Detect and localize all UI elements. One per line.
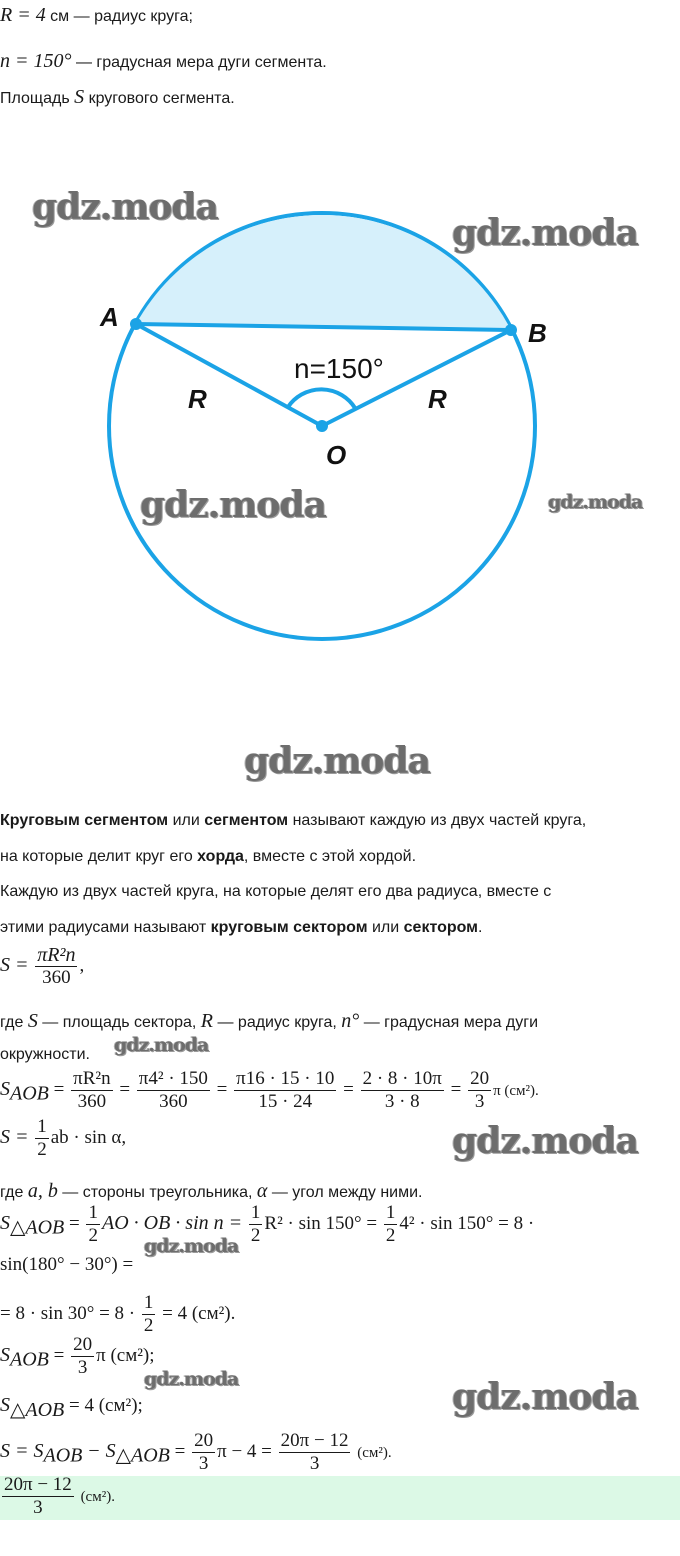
subscript: AOB xyxy=(10,1348,49,1371)
point-o xyxy=(316,420,328,432)
subscript: AOB xyxy=(10,1082,49,1105)
formula-part: 4² · sin 150° = 8 · xyxy=(399,1212,535,1234)
denominator: 3 xyxy=(198,1453,209,1474)
subscript: AOB xyxy=(43,1444,83,1467)
definition-line-4 xyxy=(0,919,482,937)
where-text: — стороны треугольника, xyxy=(62,1184,253,1201)
fraction xyxy=(71,1068,112,1113)
fraction xyxy=(249,1202,263,1247)
given-line-2 xyxy=(0,50,327,73)
where-var: R xyxy=(200,1010,214,1032)
given-radius-text: см — радиус круга; xyxy=(50,8,193,25)
given-degree-text: — градусная мера дуги сегмента. xyxy=(75,54,327,71)
label-r-left: R xyxy=(188,384,207,414)
numerator: 20 xyxy=(470,1068,490,1089)
watermark: gdz.moda xyxy=(548,491,643,513)
watermark: gdz.moda xyxy=(244,740,430,782)
fraction xyxy=(279,1430,351,1475)
watermark: gdz.moda xyxy=(144,1235,239,1257)
formula-lhs: S = xyxy=(0,1125,29,1148)
fraction xyxy=(192,1430,215,1475)
formula-part: = 8 · sin 30° = 8 · xyxy=(0,1302,136,1324)
fraction xyxy=(86,1202,100,1247)
triangle-aob-computation xyxy=(0,1202,534,1247)
subscript: △AOB xyxy=(10,1216,65,1239)
term-segment: сегментом xyxy=(204,812,289,829)
formula-part: − S xyxy=(87,1439,116,1462)
triangle-area-formula xyxy=(0,1116,126,1161)
formula-part: = 4 (см²). xyxy=(162,1302,236,1324)
fraction xyxy=(35,944,77,989)
definition-line-1 xyxy=(0,812,586,830)
numerator: 1 xyxy=(37,1116,47,1137)
where-text: — радиус круга, xyxy=(217,1014,337,1031)
denominator: 3 · 8 xyxy=(384,1091,420,1112)
formula-lhs: S = S xyxy=(0,1439,44,1462)
given-line-1 xyxy=(0,4,193,27)
point-b xyxy=(505,324,517,336)
formula-part: π − 4 = xyxy=(217,1440,272,1462)
formula-tail: , xyxy=(79,954,85,976)
denominator: 360 xyxy=(77,1091,107,1112)
formula-part: AO · OB · sin n = xyxy=(101,1211,243,1234)
equals: = xyxy=(119,1078,131,1100)
fraction xyxy=(142,1292,156,1337)
where-text: где xyxy=(0,1014,24,1031)
answer-unit: (см²). xyxy=(80,1488,115,1505)
formula-lhs: S xyxy=(0,1211,10,1234)
denominator: 360 xyxy=(159,1091,188,1112)
answer-box xyxy=(0,1476,680,1520)
where-text: — площадь сектора, xyxy=(42,1014,197,1031)
numerator: π16 · 15 · 10 xyxy=(236,1068,335,1089)
watermark: gdz.moda xyxy=(144,1368,239,1390)
formula-tail: π (см²); xyxy=(96,1344,155,1366)
where-var: S xyxy=(27,1010,38,1032)
given-radius-math: R = 4 xyxy=(0,4,46,26)
term-chord: хорда xyxy=(197,848,244,865)
denominator: 15 · 24 xyxy=(258,1091,313,1112)
equals: = xyxy=(69,1212,80,1234)
where-text: — угол между ними. xyxy=(271,1184,423,1201)
denominator: 2 xyxy=(250,1225,261,1246)
fraction xyxy=(35,1116,49,1161)
denominator: 2 xyxy=(37,1139,47,1160)
term-sector: сектором xyxy=(403,919,479,936)
definition-line-2 xyxy=(0,848,416,866)
subscript: △AOB xyxy=(10,1398,65,1421)
subscript: △AOB xyxy=(115,1444,170,1467)
fraction xyxy=(234,1068,336,1113)
watermark: gdz.moda xyxy=(452,1376,638,1418)
def-text: называют каждую из двух частей круга, xyxy=(288,812,587,829)
formula-tail: = 4 (см²); xyxy=(69,1395,143,1416)
denominator: 3 xyxy=(309,1453,320,1474)
fraction xyxy=(71,1334,94,1379)
equals: = xyxy=(53,1078,65,1100)
numerator: 2 · 8 · 10π xyxy=(362,1068,442,1089)
sector-aob-computation xyxy=(0,1068,539,1113)
equals: = xyxy=(216,1078,228,1100)
formula-tail: ab · sin α, xyxy=(50,1126,127,1148)
given-degree-math: n = 150° xyxy=(0,50,72,72)
def-text: или xyxy=(367,919,404,936)
def-text: или xyxy=(168,812,205,829)
numerator: 20π − 12 xyxy=(280,1430,349,1451)
fraction xyxy=(361,1068,444,1113)
watermark: gdz.moda xyxy=(32,186,218,228)
denominator: 3 xyxy=(33,1497,43,1518)
label-r-right: R xyxy=(428,384,447,414)
numerator: 1 xyxy=(88,1202,98,1223)
definition-line-3: Каждую из двух частей круга, на которые делят его два радиуса, вместе с xyxy=(0,883,552,900)
triangle-line-2: sin(180° − 30°) = xyxy=(0,1254,134,1275)
numerator: πR²n xyxy=(73,1068,111,1089)
answer-formula xyxy=(0,1474,115,1519)
numerator: π4² · 150 xyxy=(138,1068,208,1089)
numerator: 20 xyxy=(73,1334,93,1355)
label-o: O xyxy=(326,440,347,470)
label-a: A xyxy=(100,302,119,332)
numerator: 20 xyxy=(194,1430,214,1451)
triangle-line-3 xyxy=(0,1292,235,1337)
where-var: α xyxy=(256,1180,268,1202)
def-text: . xyxy=(478,919,483,936)
given-area-text-a: Площадь xyxy=(0,90,70,107)
result-sector xyxy=(0,1334,155,1379)
numerator: 1 xyxy=(250,1202,261,1223)
point-a xyxy=(130,318,142,330)
numerator: πR²n xyxy=(37,944,76,966)
denominator: 3 xyxy=(77,1357,88,1378)
term-circular-segment: Круговым сегментом xyxy=(0,812,169,829)
where-var: a, b xyxy=(27,1180,58,1202)
def-text: этими радиусами называют xyxy=(0,919,211,936)
formula-tail: (см²). xyxy=(357,1444,392,1461)
where-line-1b: окружности. xyxy=(0,1046,90,1063)
where-text: — градусная мера дуги xyxy=(363,1014,539,1031)
numerator: 1 xyxy=(385,1202,396,1223)
watermark: gdz.moda xyxy=(452,212,638,254)
def-text: , вместе с этой хордой. xyxy=(243,848,417,865)
equals: = xyxy=(174,1440,186,1462)
angle-arc xyxy=(288,389,355,408)
fraction xyxy=(384,1202,398,1247)
sector-area-formula xyxy=(0,944,84,989)
label-b: B xyxy=(528,318,547,348)
watermark: gdz.moda xyxy=(452,1120,638,1162)
given-area-text-b: кругового сегмента. xyxy=(88,90,235,107)
denominator: 2 xyxy=(385,1225,396,1246)
fraction xyxy=(137,1068,210,1113)
angle-label: n=150° xyxy=(294,353,384,384)
term-circular-sector: круговым сектором xyxy=(210,919,368,936)
denominator: 2 xyxy=(143,1315,154,1336)
given-area-math: S xyxy=(74,86,85,108)
watermark: gdz.moda xyxy=(114,1034,209,1056)
result-segment xyxy=(0,1430,392,1475)
formula-lhs: S = xyxy=(0,953,29,976)
where-line-1 xyxy=(0,1010,538,1033)
formula-lhs: S xyxy=(0,1343,10,1366)
denominator: 360 xyxy=(42,967,71,988)
numerator: 1 xyxy=(143,1292,154,1313)
denominator: 2 xyxy=(88,1225,98,1246)
equals: = xyxy=(450,1078,462,1100)
formula-part: R² · sin 150° = xyxy=(264,1212,378,1234)
given-line-3 xyxy=(0,86,235,109)
numerator: 20π − 12 xyxy=(4,1474,72,1495)
equals: = xyxy=(343,1078,354,1100)
denominator: 3 xyxy=(474,1091,485,1112)
where-var: n° xyxy=(341,1010,360,1032)
formula-lhs: S xyxy=(0,1394,10,1416)
where-line-2 xyxy=(0,1180,422,1203)
watermark: gdz.moda xyxy=(140,484,326,526)
formula-lhs: S xyxy=(0,1077,10,1100)
fraction xyxy=(468,1068,491,1113)
fraction xyxy=(2,1474,74,1519)
def-text: на которые делит круг его xyxy=(0,848,198,865)
equals: = xyxy=(53,1344,65,1366)
where-text: где xyxy=(0,1184,24,1201)
formula-tail: π (см²). xyxy=(493,1082,539,1099)
result-triangle xyxy=(0,1394,143,1422)
